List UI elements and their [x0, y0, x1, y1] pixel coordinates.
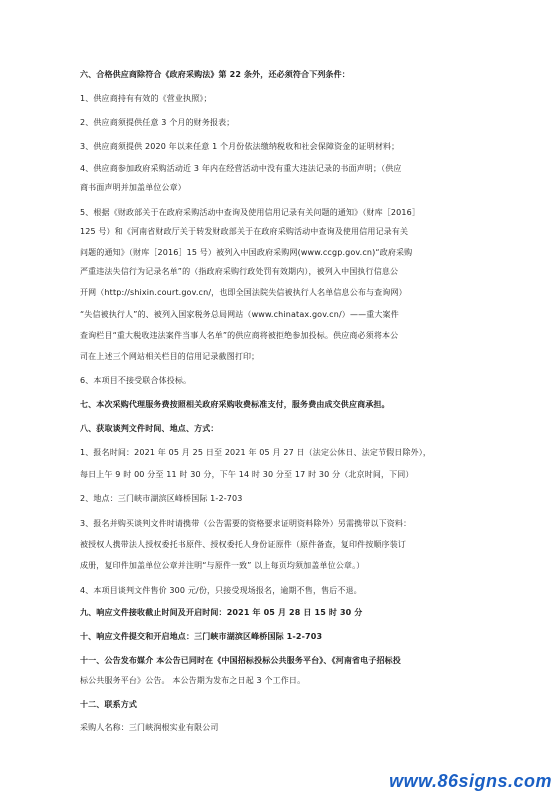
condition-item-5-cont: 问题的通知》（财库［2016］15 号）被列入中国政府采购网(www.ccgp.gov.cn)“政府采购 [80, 248, 413, 257]
condition-item-4: 4、供应商参加政府采购活动近 3 年内在经营活动中没有重大违法记录的书面声明；（供应 [80, 164, 402, 173]
condition-item-4-cont: 商书面声明并加盖单位公章） [80, 183, 186, 192]
condition-item-5-cont: 开网（http://shixin.court.gov.cn/，也即全国法院失信被执行人名单信息公布与查询网） [80, 288, 407, 297]
condition-item-5-cont: 查询栏目“重大税收违法案件当事人名单”的供应商将被拒绝参加投标。供应商必须将本公 [80, 331, 399, 340]
registration-materials-cont: 成册，复印件加盖单位公章并注明“与原件一致” 以上每页均须加盖单位公章。） [80, 561, 365, 570]
section-9-heading: 九、响应文件接收截止时间及开启时间：2021 年 05 月 28 日 15 时 30 分 [80, 608, 363, 617]
condition-item-6: 6、本项目不接受联合体投标。 [80, 376, 192, 385]
condition-item-5-cont: 司在上述三个网站相关栏目的信用记录截图打印； [80, 352, 260, 361]
section-11-cont: 标公共服务平台》公告。 本公告期为发布之日起 3 个工作日。 [80, 676, 306, 685]
section-7-heading: 七、本次采购代理服务费按照相关政府采购收费标准支付，服务费由成交供应商承担。 [80, 400, 390, 409]
section-6-heading: 六、合格供应商除符合《政府采购法》第 22 条外，还必须符合下列条件： [80, 70, 350, 79]
section-11-heading: 十一、公告发布媒介 本公告已同时在《中国招标投标公共服务平台》、《河南省电子招标投 [80, 656, 401, 665]
registration-time: 1、报名时间：2021 年 05 月 25 日至 2021 年 05 月 27 日（法定公休日、法定节假日除外）， [80, 448, 432, 457]
condition-item-5-cont: “失信被执行人”的、被列入国家税务总局网站（www.chinatax.gov.cn/）——重大案件 [80, 310, 399, 319]
registration-materials-cont: 被授权人携带法人授权委托书原件、授权委托人身份证原件（原件备查，复印件按顺序装订 [80, 540, 406, 549]
condition-item-3: 3、供应商须提供 2020 年以来任意 1 个月份依法缴纳税收和社会保障资金的证明材料； [80, 142, 400, 151]
section-8-heading: 八、获取谈判文件时间、地点、方式： [80, 424, 219, 433]
document-price: 4、本项目谈判文件售价 300 元/份，只接受现场报名，逾期不售，售后不退。 [80, 586, 362, 595]
purchaser-name: 采购人名称：三门峡润根实业有限公司 [80, 723, 219, 732]
registration-materials: 3、报名并购买谈判文件时请携带（公告需要的资格要求证明资料除外）另需携带以下资料： [80, 519, 412, 528]
condition-item-5-cont: 125 号）和《河南省财政厅关于转发财政部关于在政府采购活动中查询及使用信用记录有关 [80, 227, 409, 236]
condition-item-2: 2、供应商须提供任意 3 个月的财务报表； [80, 118, 235, 127]
condition-item-1: 1、供应商持有有效的《营业执照》； [80, 94, 212, 103]
section-12-heading: 十二、联系方式 [80, 700, 138, 709]
section-10-heading: 十、响应文件提交和开启地点：三门峡市湖滨区峰桥国际 1-2-703 [80, 632, 323, 641]
site-watermark: www.86signs.com [389, 771, 552, 791]
condition-item-5: 5、根据《财政部关于在政府采购活动中查询及使用信用记录有关问题的通知》（财库［2016］ [80, 208, 421, 217]
registration-location: 2、地点：三门峡市湖滨区峰桥国际 1-2-703 [80, 494, 243, 503]
registration-time-cont: 每日上午 9 时 00 分至 11 时 30 分，下午 14 时 30 分至 17 时 30 分（北京时间，下同） [80, 470, 414, 479]
condition-item-5-cont: 严重违法失信行为记录名单”的（指政府采购行政处罚有效期内），被列入中国执行信息公 [80, 267, 399, 276]
